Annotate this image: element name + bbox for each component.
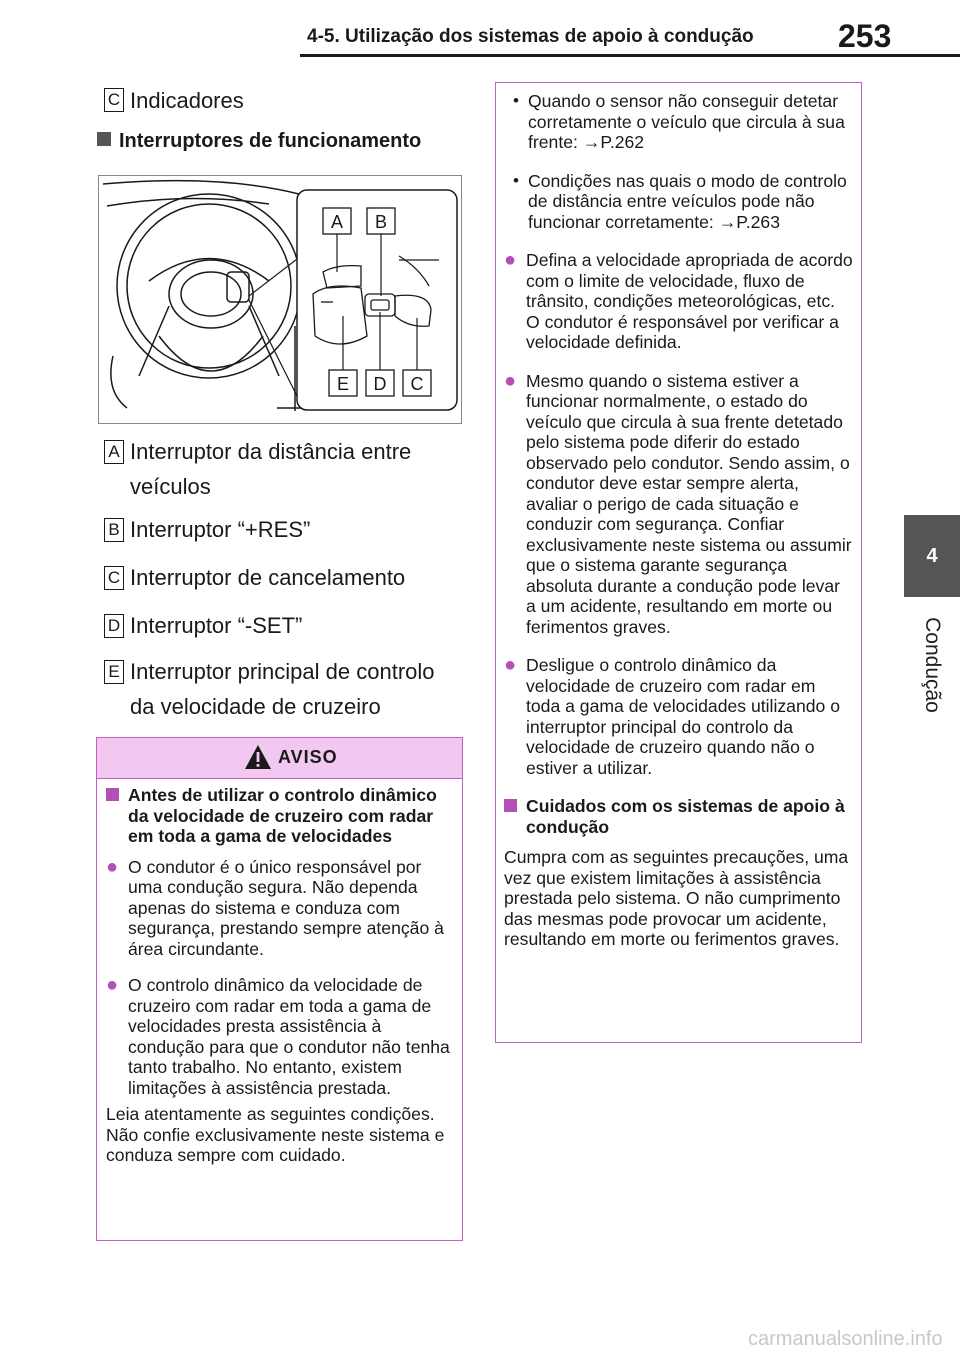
section-title: 4-5. Utilização dos sistemas de apoio à condução <box>307 26 754 47</box>
circle-bullet-icon: ● <box>504 249 517 271</box>
header-rule <box>300 54 960 57</box>
right-paragraph: Cumpra com as seguintes precauções, uma vez que existem limitações à assistência prestada pelo sistema. O não cumprimento das mesmas pode provocar um acidente, resultando em morte ou ferimentos graves. <box>504 847 849 949</box>
item-d-letter-box: D <box>104 614 124 638</box>
subheading: Interruptores de funcionamento <box>97 130 421 153</box>
right-dot-item: • Quando o sensor não conseguir detetar corretamente o veículo que circula à sua frente: →P.262 <box>504 91 853 153</box>
warning-box <box>96 737 463 1241</box>
circle-bullet-icon: ● <box>504 369 517 392</box>
right-bullet: ● Mesmo quando o sistema estiver a funcionar normalmente, o estado do veículo que circula à sua frente detetado pelo sistema pode diferir do estado observado pelo condutor. Sendo assim, o condutor deve estar sempre alerta, avaliar o perigo de cada situação e conduzir com segurança. Confiar exclusivamente neste sistema ou assumir que o sistema garante segurança absoluta durante a condução pode levar a um acidente, resultando em morte ou ferimentos graves. <box>504 369 852 637</box>
square-bullet-icon <box>97 132 111 146</box>
right-subheading: Cuidados com os sistemas de apoio à condução <box>504 796 853 837</box>
figure-label-b: B <box>374 212 388 232</box>
item-a-letter-box: A <box>104 440 124 464</box>
square-bullet-icon <box>106 788 119 801</box>
indicator-text: Indicadores <box>130 88 244 113</box>
page-number: 253 <box>838 18 892 54</box>
footer-watermark: carmanualsonline.info <box>748 1328 943 1350</box>
steering-wheel-figure <box>99 176 461 423</box>
chapter-tab-label: Condução <box>921 617 944 713</box>
steering-switch-illustration <box>98 175 462 424</box>
dot-bullet-icon: • <box>513 91 519 110</box>
figure-label-a: A <box>330 212 344 232</box>
item-b-text: Interruptor “+RES” <box>130 517 311 542</box>
circle-bullet-icon: ● <box>106 855 119 878</box>
item-d-text: Interruptor “-SET” <box>130 613 303 638</box>
right-bullet: ● Desligue o controlo dinâmico da velocidade de cruzeiro com radar em toda a gama de velocidades utilizando o interruptor principal do controlo da velocidade de cruzeiro quando não o estiver a utilizar. <box>504 654 840 778</box>
warning-triangle-icon <box>243 743 273 771</box>
circle-bullet-icon: ● <box>106 974 119 996</box>
square-bullet-icon <box>504 799 517 812</box>
figure-label-d: D <box>373 374 387 394</box>
warning-header <box>97 738 462 779</box>
item-b-letter-box: B <box>104 518 124 542</box>
warning-title: AVISO <box>278 747 338 767</box>
item-c-text: Interruptor de cancelamento <box>130 565 406 590</box>
item-a-text-cont: veículos <box>130 474 211 499</box>
chapter-tab-number[interactable]: 4 <box>904 515 960 597</box>
indicator-letter-box: C <box>104 88 124 112</box>
item-e-text: Interruptor principal de controlo <box>130 659 435 684</box>
right-warning-box <box>495 82 862 1043</box>
circle-bullet-icon: ● <box>504 654 517 676</box>
warning-bullet: ● O condutor é o único responsável por uma condução segura. Não dependa apenas do sistema e conduza com segurança, prestando sempre atenção à área circundante. <box>106 855 444 959</box>
item-e-letter-box: E <box>104 660 124 684</box>
figure-label-e: E <box>336 374 350 394</box>
dot-bullet-icon: • <box>513 170 519 190</box>
warning-bullet: ● O controlo dinâmico da velocidade de cruzeiro com radar em toda a gama de velocidades presta assistência à condução para que o condutor não tenha tanto trabalho. No entanto, existem limitações à assistência prestada. <box>106 974 450 1098</box>
item-e-text-cont: da velocidade de cruzeiro <box>130 694 381 719</box>
warning-heading: Antes de utilizar o controlo dinâmico da velocidade de cruzeiro com radar em toda a gama de velocidades <box>106 785 453 847</box>
right-bullet: ● Defina a velocidade apropriada de acordo com o limite de velocidade, fluxo de trânsito, condições meteorológicas, etc. O condutor é responsável por verificar a velocidade definida. <box>504 249 853 352</box>
right-dot-item: • Condições nas quais o modo de controlo de distância entre veículos pode não funcionar corretamente: →P.263 <box>504 171 853 233</box>
warning-paragraph: Leia atentamente as seguintes condições. Não confie exclusivamente neste sistema e conduza sempre com cuidado. <box>106 1104 445 1165</box>
item-c-letter-box: C <box>104 566 124 590</box>
figure-label-c: C <box>410 374 424 394</box>
item-a-text: Interruptor da distância entre <box>130 439 412 464</box>
